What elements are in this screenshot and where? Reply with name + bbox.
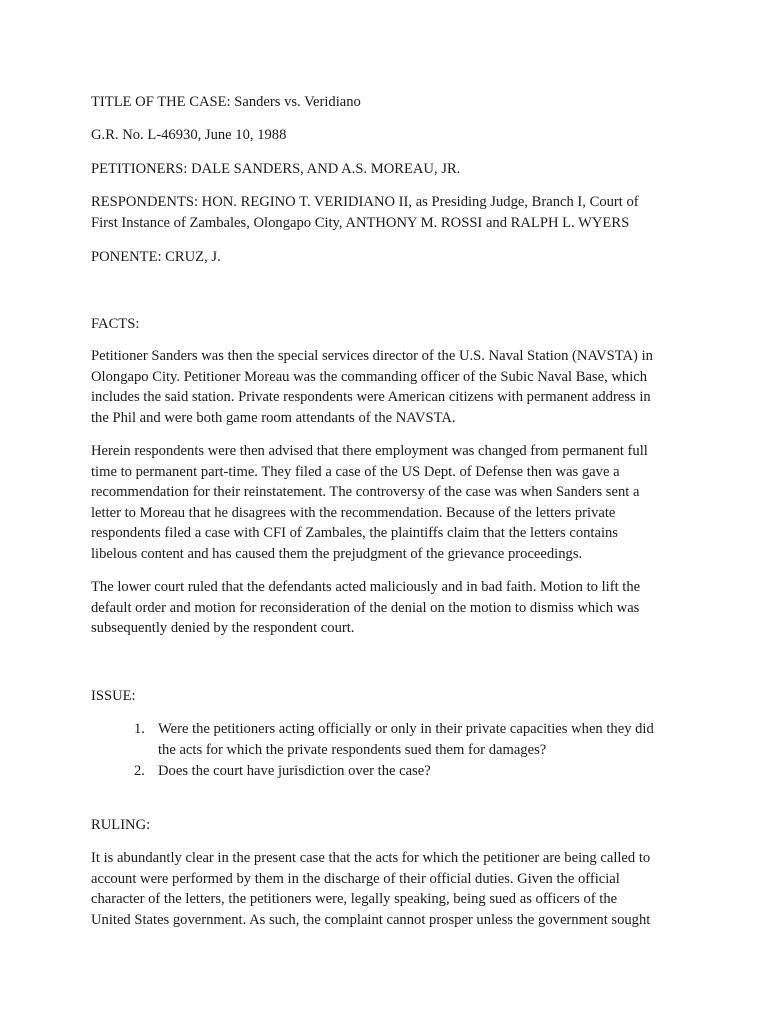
gr-number: G.R. No. L-46930, June 10, 1988 <box>91 127 287 143</box>
petitioners: PETITIONERS: DALE SANDERS, AND A.S. MOREAU, JR. <box>91 161 461 177</box>
respondents-line: First Instance of Zambales, Olongapo City, ANTHONY M. ROSSI and RALPH L. WYERS <box>91 214 630 231</box>
respondents <box>91 192 691 233</box>
issue-heading: ISSUE: <box>91 688 136 704</box>
paragraph-line: account were performed by them in the discharge of their official duties. Given the official <box>91 870 620 887</box>
issue-line: Were the petitioners acting officially or only in their private capacities when they did <box>158 721 654 737</box>
paragraph-line: United States government. As such, the complaint cannot prosper unless the government sought <box>91 911 651 928</box>
issue-item-2 <box>158 761 431 782</box>
facts-heading: FACTS: <box>91 316 140 332</box>
paragraph-line: respondents filed a case with CFI of Zambales, the plaintiffs claim that the letters contains <box>91 525 618 541</box>
paragraph-line: It is abundantly clear in the present case that the acts for which the petitioner are being called to <box>91 850 651 866</box>
paragraph-line: time to permanent part-time. They filed a case of the US Dept. of Defense then was gave a <box>91 463 620 480</box>
issue-line: Does the court have jurisdiction over the case? <box>158 763 431 779</box>
paragraph-line: recommendation for their reinstatement. The controversy of the case was when Sanders sent a <box>91 484 640 500</box>
paragraph-line: Petitioner Sanders was then the special services director of the U.S. Naval Station (NAVSTA) in <box>91 348 653 364</box>
paragraph-line: subsequently denied by the respondent court. <box>91 620 355 636</box>
paragraph-line: letter to Moreau that he disagrees with the recommendation. Because of the letters private <box>91 504 616 521</box>
issue-line: the acts for which the private respondents sued them for damages? <box>158 742 547 758</box>
issue-number-1: 1. <box>134 721 145 737</box>
case-title: TITLE OF THE CASE: Sanders vs. Veridiano <box>91 94 361 110</box>
facts-paragraph-3 <box>91 577 691 639</box>
paragraph-line: The lower court ruled that the defendants acted maliciously and in bad faith. Motion to lift the <box>91 579 641 595</box>
paragraph-line: the Phil and were both game room attendants of the NAVSTA. <box>91 409 456 426</box>
facts-paragraph-1 <box>91 346 691 428</box>
issue-number-2: 2. <box>134 763 145 779</box>
ruling-heading: RULING: <box>91 817 151 833</box>
paragraph-line: libelous content and has caused them the prejudgment of the grievance proceedings. <box>91 545 583 562</box>
paragraph-line: character of the letters, the petitioners were, legally speaking, being sued as officers of the <box>91 891 618 907</box>
facts-paragraph-2 <box>91 441 691 564</box>
ruling-paragraph <box>91 848 691 930</box>
respondents-line: RESPONDENTS: HON. REGINO T. VERIDIANO II, as Presiding Judge, Branch I, Court of <box>91 194 639 210</box>
paragraph-line: default order and motion for reconsideration of the denial on the motion to dismiss which was <box>91 599 640 616</box>
paragraph-line: includes the said station. Private respondents were American citizens with permanent address in <box>91 389 651 405</box>
issue-item-1 <box>158 719 654 761</box>
ponente: PONENTE: CRUZ, J. <box>91 249 221 265</box>
paragraph-line: Herein respondents were then advised that there employment was changed from permanent full <box>91 443 648 459</box>
paragraph-line: Olongapo City. Petitioner Moreau was the commanding officer of the Subic Naval Base, which <box>91 368 648 385</box>
